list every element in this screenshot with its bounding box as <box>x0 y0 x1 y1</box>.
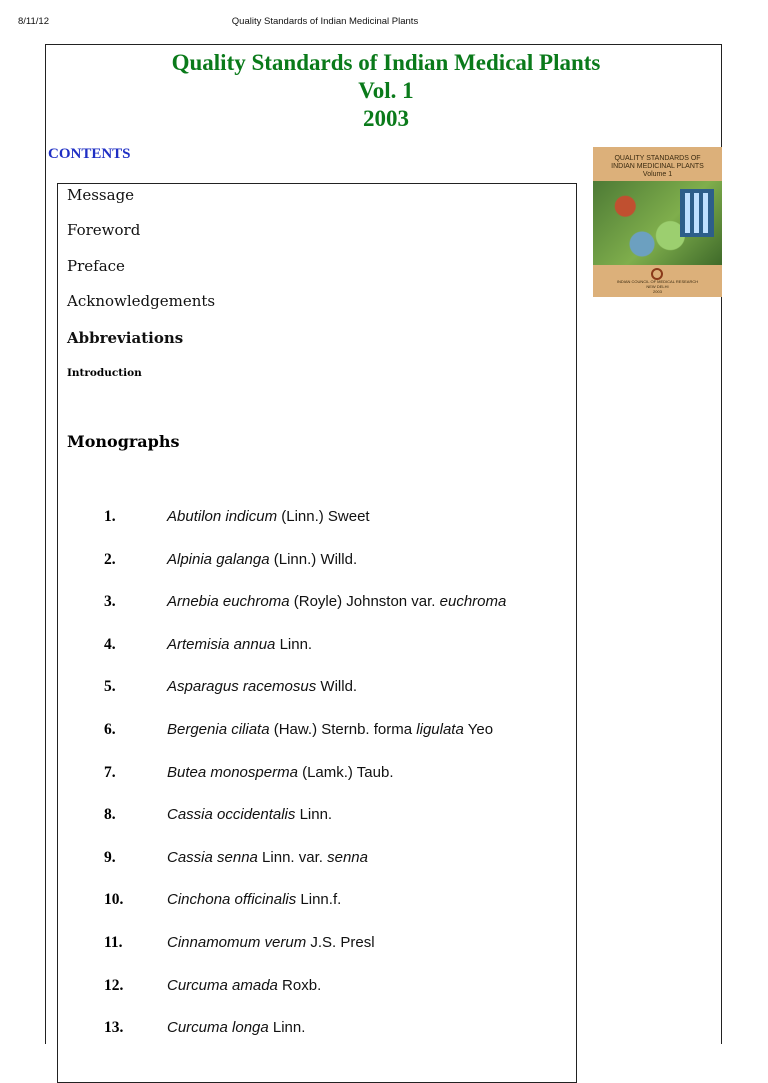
monograph-number: 3. <box>104 593 116 611</box>
species-epithet: Artemisia annua <box>167 635 276 653</box>
species-epithet: Asparagus racemosus <box>167 678 317 696</box>
monograph-item[interactable] <box>58 636 578 658</box>
volume-line: Vol. 1 <box>358 78 414 103</box>
monograph-number: 7. <box>104 763 116 781</box>
monograph-item[interactable] <box>58 806 578 828</box>
monograph-item[interactable] <box>58 891 578 913</box>
contents-heading: CONTENTS <box>48 146 131 162</box>
cover-tubes-graphic <box>680 189 714 237</box>
monograph-item[interactable] <box>58 764 578 786</box>
title-line: Quality Standards of Indian Medical Plants <box>171 50 601 75</box>
contents-box <box>57 183 577 1083</box>
cover-city: NEW DELHI <box>646 284 669 289</box>
species-epithet: Butea monosperma <box>167 763 298 781</box>
monograph-species-name[interactable] <box>167 508 370 525</box>
species-authority: Yeo <box>463 721 494 738</box>
species-epithet: Curcuma longa <box>167 1019 269 1037</box>
monograph-number: 10. <box>104 891 124 909</box>
species-authority: Linn. <box>268 1019 306 1037</box>
species-epithet: Arnebia euchroma <box>167 593 290 611</box>
species-authority: Linn. <box>295 806 333 824</box>
cover-plant-photo <box>593 181 722 265</box>
species-authority: (Haw.) Sternb. forma <box>269 721 417 738</box>
species-epithet: Abutilon indicum <box>167 508 278 525</box>
monograph-species-name[interactable] <box>167 636 312 653</box>
toc-link-preface[interactable]: Preface <box>67 257 125 275</box>
monograph-number: 4. <box>104 635 116 653</box>
cover-title-line: QUALITY STANDARDS OF <box>614 155 701 162</box>
monograph-number: 8. <box>104 806 116 824</box>
species-authority: Linn. var. <box>257 848 328 866</box>
species-epithet: Cinnamomum verum <box>167 934 307 951</box>
cover-year: 2003 <box>653 289 662 294</box>
monograph-species-name[interactable] <box>167 551 357 568</box>
monograph-number: 13. <box>104 1019 124 1037</box>
monograph-species-name[interactable] <box>167 806 332 823</box>
cover-title-line: INDIAN MEDICINAL PLANTS <box>611 163 704 170</box>
cover-title <box>593 155 722 179</box>
species-authority: Linn. <box>275 635 313 653</box>
species-epithet: Cassia senna <box>167 848 258 866</box>
print-date: 8/11/12 <box>18 16 49 27</box>
monograph-species-name[interactable] <box>167 977 321 994</box>
toc-link-foreword[interactable]: Foreword <box>67 221 141 239</box>
species-authority: J.S. Presl <box>306 934 375 951</box>
toc-link-abbreviations[interactable]: Abbreviations <box>67 329 184 347</box>
monograph-number: 5. <box>104 678 116 696</box>
monograph-species-name[interactable] <box>167 1019 305 1036</box>
monograph-species-name[interactable] <box>167 678 357 695</box>
monograph-species-name[interactable] <box>167 721 493 738</box>
cover-publisher-name: INDIAN COUNCIL OF MEDICAL RESEARCH <box>616 279 699 284</box>
book-cover-image <box>593 147 722 297</box>
monograph-item[interactable] <box>58 721 578 743</box>
species-authority: (Linn.) Willd. <box>269 550 358 568</box>
monograph-number: 1. <box>104 508 116 525</box>
toc-link-message[interactable]: Message <box>67 186 135 204</box>
monographs-heading: Monographs <box>67 432 180 451</box>
monograph-item[interactable] <box>58 849 578 871</box>
monograph-species-name[interactable] <box>167 593 506 610</box>
print-header <box>0 16 768 30</box>
toc-link-acknowledgements[interactable]: Acknowledgements <box>67 292 216 310</box>
species-epithet: Bergenia ciliata <box>167 721 270 738</box>
monograph-item[interactable] <box>58 551 578 573</box>
page-frame <box>45 44 722 1044</box>
toc-link-introduction[interactable]: Introduction <box>67 367 142 379</box>
species-epithet: Cinchona officinalis <box>167 891 297 909</box>
monograph-number: 9. <box>104 848 116 866</box>
monograph-item[interactable] <box>58 593 578 615</box>
species-epithet: ligulata <box>416 721 464 738</box>
species-authority: Roxb. <box>277 976 322 994</box>
document-title <box>46 49 726 133</box>
monograph-species-name[interactable] <box>167 934 375 951</box>
monograph-item[interactable] <box>58 678 578 700</box>
species-epithet: senna <box>327 848 368 866</box>
monograph-item[interactable] <box>58 977 578 999</box>
species-epithet: Cassia occidentalis <box>167 806 296 824</box>
species-authority: Willd. <box>316 678 358 696</box>
species-epithet: euchroma <box>439 593 507 611</box>
monograph-number: 6. <box>104 721 116 738</box>
species-authority: (Royle) Johnston var. <box>289 593 440 611</box>
species-authority: (Linn.) Sweet <box>277 508 370 525</box>
monograph-item[interactable] <box>58 934 578 956</box>
monograph-species-name[interactable] <box>167 764 394 781</box>
species-epithet: Curcuma amada <box>167 976 278 994</box>
species-epithet: Alpinia galanga <box>167 550 270 568</box>
monograph-number: 11. <box>104 934 123 951</box>
monograph-number: 2. <box>104 550 116 568</box>
species-authority: Linn.f. <box>296 891 342 909</box>
monograph-species-name[interactable] <box>167 891 341 908</box>
monograph-species-name[interactable] <box>167 849 368 866</box>
cover-publisher <box>593 279 722 294</box>
monograph-number: 12. <box>104 976 124 994</box>
species-authority: (Lamk.) Taub. <box>297 763 394 781</box>
monograph-item[interactable] <box>58 1019 578 1041</box>
print-page-title: Quality Standards of Indian Medicinal Plants <box>231 16 419 27</box>
monograph-item[interactable] <box>58 508 578 530</box>
year-line: 2003 <box>363 106 409 131</box>
cover-volume: Volume 1 <box>642 171 673 178</box>
